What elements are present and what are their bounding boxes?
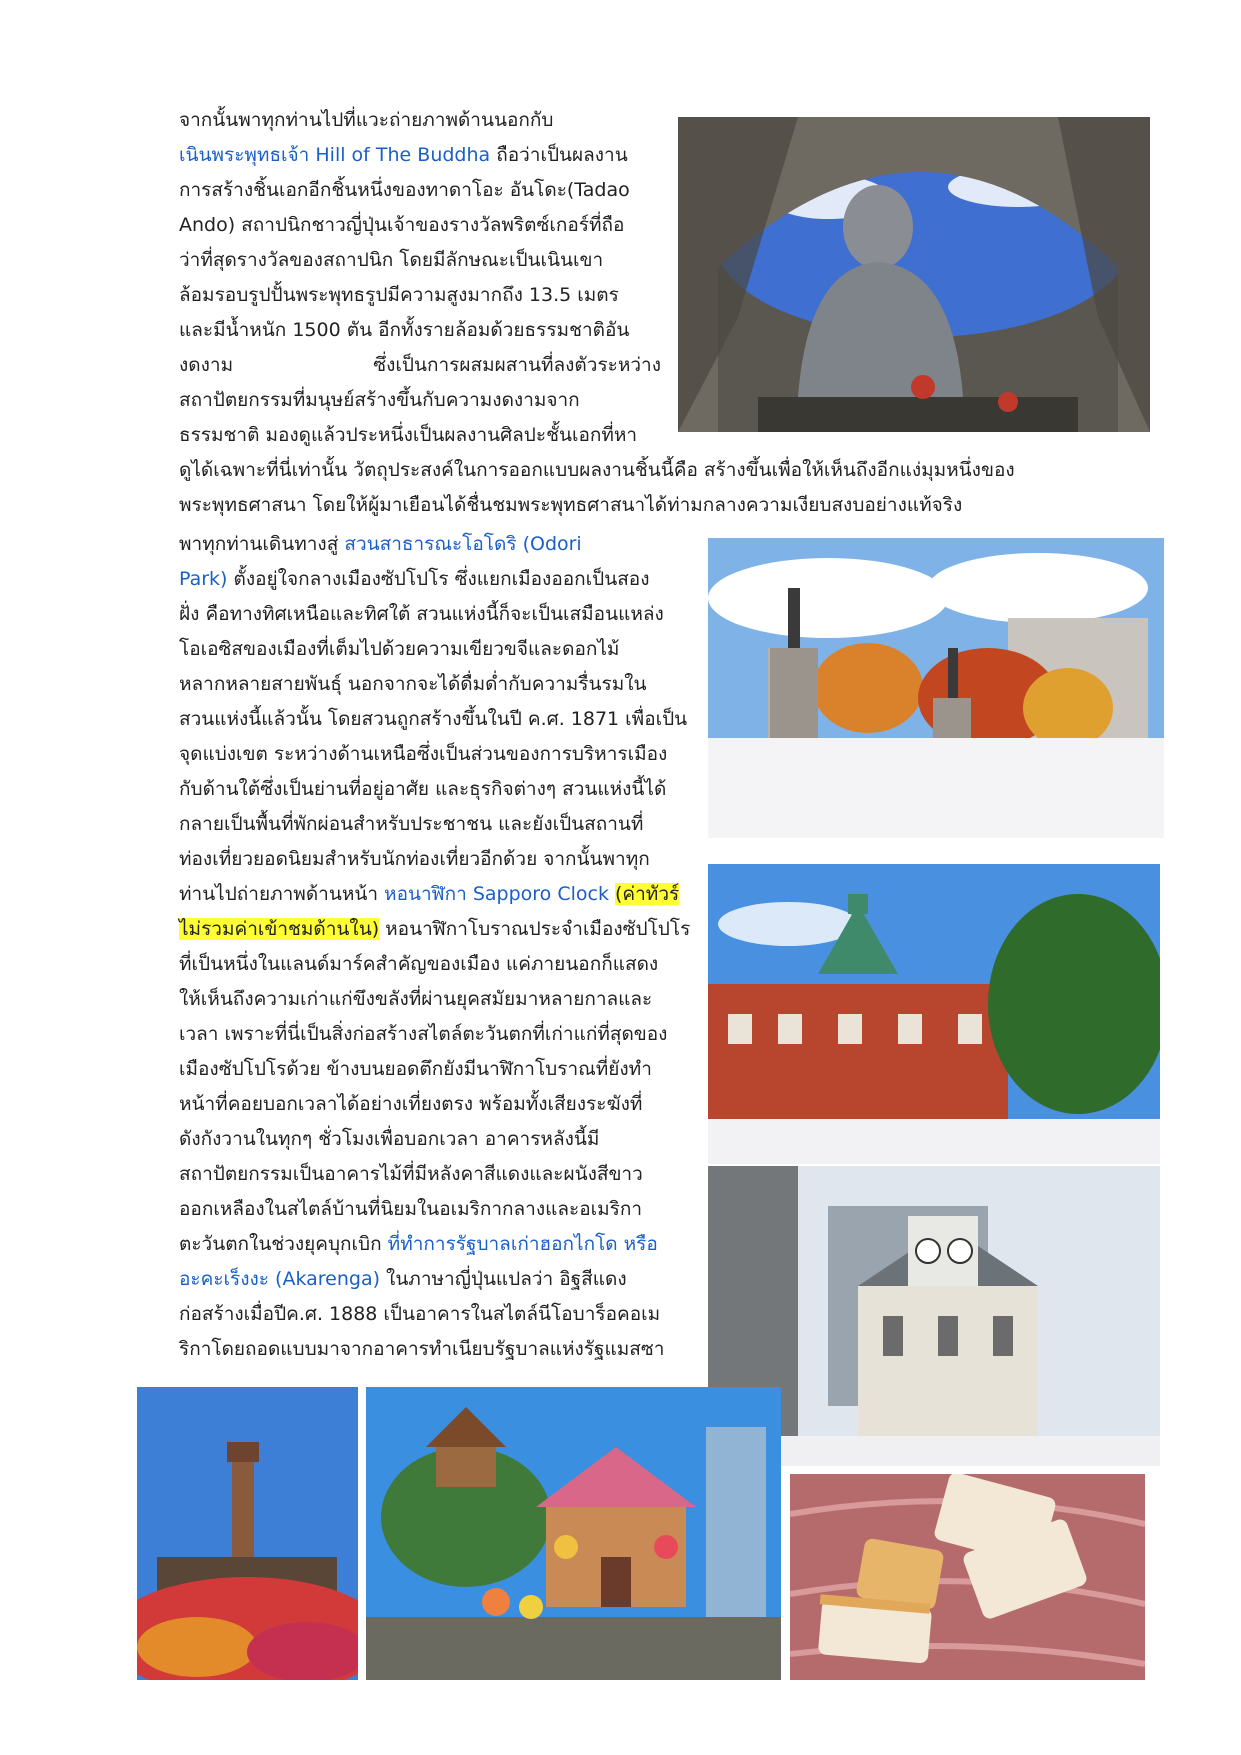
text-line: ไม่รวมค่าเข้าชมด้านใน) หอนาฬิกาโบราณประจำเมืองซัปโปโร	[179, 918, 691, 940]
text-line: โอเอซิสของเมืองที่เต็มไปด้วยความเขียวขจีและดอกไม้	[179, 638, 620, 660]
text-line: จากนั้นพาทุกท่านไปที่แวะถ่ายภาพด้านนอกกับ	[179, 109, 554, 131]
link-akarenga-cont[interactable]: อะคะเร็งงะ (Akarenga)	[179, 1268, 380, 1290]
photo-akarenga	[708, 864, 1160, 1164]
text-line: สถาปัตยกรรมเป็นอาคารไม้ที่มีหลังคาสีแดงและผนังสีขาว	[179, 1163, 643, 1185]
text-line: ฝั่ง คือทางทิศเหนือและทิศใต้ สวนแห่งนี้ก็จะเป็นเสมือนแหล่ง	[179, 603, 664, 625]
link-akarenga[interactable]: ที่ทำการรัฐบาลเก่าฮอกไกโด หรือ	[387, 1233, 658, 1255]
text-line: เนินพระพุทธเจ้า Hill of The Buddha ถือว่าเป็นผลงาน	[179, 144, 628, 166]
text-line: พาทุกท่านเดินทางสู่ สวนสาธารณะโอโดริ (Odori	[179, 533, 582, 555]
text-line: กลายเป็นพื้นที่พักผ่อนสำหรับประชาชน และยังเป็นสถานที่	[179, 813, 644, 835]
link-odori-park[interactable]: สวนสาธารณะโอโดริ (Odori	[344, 533, 582, 555]
photo-shiroi-koibito-cookies	[790, 1474, 1145, 1680]
text-line: ท่านไปถ่ายภาพด้านหน้า หอนาฬิกา Sapporo Clock (ค่าทัวร์	[179, 883, 680, 905]
text-line: เมืองซัปโปโรด้วย ข้างบนยอดตึกยังมีนาฬิกาโบราณที่ยังทำ	[179, 1058, 652, 1080]
text-line: Ando) สถาปนิกชาวญี่ปุ่นเจ้าของรางวัลพริตซ์เกอร์ที่ถือ	[179, 214, 625, 236]
text-line: Park) ตั้งอยู่ใจกลางเมืองซัปโปโร ซึ่งแยกเมืองออกเป็นสอง	[179, 568, 650, 590]
paragraph-hill-of-buddha-cont	[179, 453, 1139, 523]
paragraph-hill-of-buddha	[179, 103, 661, 453]
text-line: อะคะเร็งงะ (Akarenga) ในภาษาญี่ปุ่นแปลว่า อิฐสีแดง	[179, 1268, 627, 1290]
text-line: ดูได้เฉพาะที่นี่เท่านั้น วัตถุประสงค์ในการออกแบบผลงานชิ้นนี้คือ สร้างขึ้นเพื่อให้เห็นถึงอีกแง่มุมหนึ่งของ	[179, 459, 1015, 481]
text-line: ว่าที่สุดรางวัลของสถาปนิก โดยมีลักษณะเป็นเนินเขา	[179, 249, 604, 271]
text-line: ดังกังวานในทุกๆ ชั่วโมงเพื่อบอกเวลา อาคารหลังนี้มี	[179, 1128, 600, 1150]
text-line: ออกเหลืองในสไตล์บ้านที่นิยมในอเมริกากลางและอเมริกา	[179, 1198, 643, 1220]
link-odori-park-cont[interactable]: Park)	[179, 568, 228, 590]
text-line: ริกาโดยถอดแบบมาจากอาคารทำเนียบรัฐบาลแห่งรัฐแมสซา	[179, 1338, 665, 1360]
text-line: ตะวันตกในช่วงยุคบุกเบิก ที่ทำการรัฐบาลเก่าฮอกไกโด หรือ	[179, 1233, 658, 1255]
highlight-note: ไม่รวมค่าเข้าชมด้านใน)	[179, 918, 380, 940]
paragraph-odori-park	[179, 527, 691, 1367]
text-line: ล้อมรอบรูปปั้นพระพุทธรูปมีความสูงมากถึง 13.5 เมตร	[179, 284, 619, 306]
text-line: สถาปัตยกรรมที่มนุษย์สร้างขึ้นกับความงดงามจาก	[179, 389, 580, 411]
text-line: พระพุทธศาสนา โดยให้ผู้มาเยือนได้ชื่นชมพระพุทธศาสนาได้ท่ามกลางความเงียบสงบอย่างแท้จริง	[179, 494, 963, 516]
text-line: สวนแห่งนี้แล้วนั้น โดยสวนถูกสร้างขึ้นในปี ค.ศ. 1871 เพื่อเป็น	[179, 708, 688, 730]
text-line: เวลา เพราะที่นี่เป็นสิ่งก่อสร้างสไตล์ตะวันตกที่เก่าแก่ที่สุดของ	[179, 1023, 668, 1045]
highlight-note: (ค่าทัวร์	[615, 883, 680, 905]
text-line: ก่อสร้างเมื่อปีค.ศ. 1888 เป็นอาคารในสไตล์นีโอบาร็อคอเม	[179, 1303, 661, 1325]
text-line: ท่องเที่ยวยอดนิยมสำหรับนักท่องเที่ยวอีกด้วย จากนั้นพาทุก	[179, 848, 650, 870]
photo-odori-park	[708, 538, 1164, 838]
text-line: ธรรมชาติ มองดูแล้วประหนึ่งเป็นผลงานศิลปะชั้นเอกที่หา	[179, 424, 638, 446]
text-line: หน้าที่คอยบอกเวลาได้อย่างเที่ยงตรง พร้อมทั้งเสียงระฆังที่	[179, 1093, 643, 1115]
photo-candy-house	[366, 1387, 781, 1680]
text-line: ให้เห็นถึงความเก่าแก่ขึงขลังที่ผ่านยุคสมัยมาหลายกาลและ	[179, 988, 653, 1010]
text-line: จุดแบ่งเขต ระหว่างด้านเหนือซึ่งเป็นส่วนของการบริหารเมือง	[179, 743, 668, 765]
link-sapporo-clock[interactable]: หอนาฬิกา Sapporo Clock	[384, 883, 609, 905]
text-line: และมีน้ำหนัก 1500 ตัน อีกทั้งรายล้อมด้วยธรรมชาติอัน	[179, 319, 630, 341]
text-line: ที่เป็นหนึ่งในแลนด์มาร์คสำคัญของเมือง แค่ภายนอกก็แสดง	[179, 953, 659, 975]
link-hill-of-buddha[interactable]: เนินพระพุทธเจ้า Hill of The Buddha	[179, 144, 491, 166]
text-line: การสร้างชิ้นเอกอีกชิ้นหนึ่งของทาดาโอะ อันโดะ(Tadao	[179, 179, 630, 201]
photo-flower-field-tower	[137, 1387, 358, 1680]
text-line: หลากหลายสายพันธุ์ นอกจากจะได้ดื่มด่ำกับความรื่นรมใน	[179, 673, 647, 695]
text-line: กับด้านใต้ซึ่งเป็นย่านที่อยู่อาศัย และธุรกิจต่างๆ สวนแห่งนี้ได้	[179, 778, 667, 800]
text-line: งดงาม ซึ่งเป็นการผสมผสานที่ลงตัวระหว่าง	[179, 354, 661, 376]
photo-hill-of-buddha	[678, 117, 1150, 432]
